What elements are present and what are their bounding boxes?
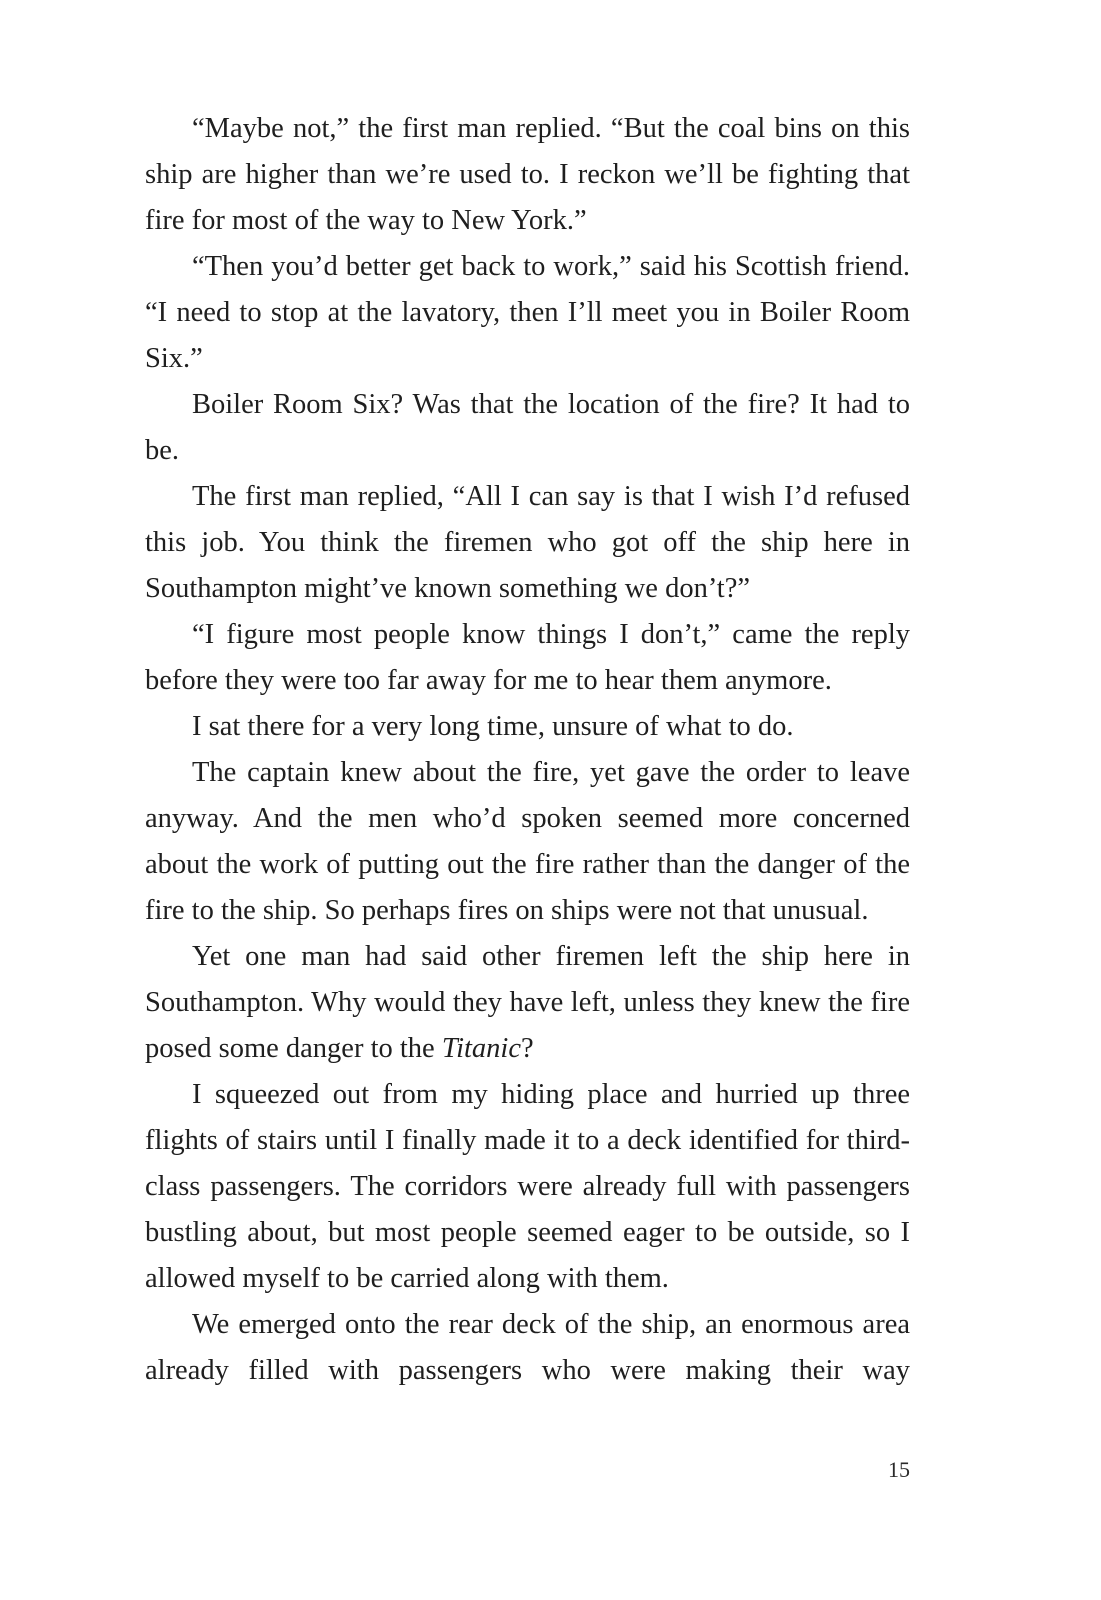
paragraph-8-text-before: Yet one man had said other firemen left the ship here in Southampton. Why would they have left, unless they knew the fire posed some danger to the (145, 941, 910, 1064)
paragraph-7: The captain knew about the fire, yet gave the order to leave anyway. And the men who’d spoken seemed more concerned about the work of putting out the fire rather than the danger of the fire to the ship. So perhaps fires on ships were not that unusual. (145, 757, 910, 926)
paragraph-10: We emerged onto the rear deck of the ship, an enormous area already filled with passengers who were making their way (145, 1309, 910, 1386)
paragraph-4: The first man replied, “All I can say is that I wish I’d refused this job. You think the firemen who got off the ship here in Southampton might’ve known something we don’t?” (145, 481, 910, 604)
paragraph-9: I squeezed out from my hiding place and hurried up three flights of stairs until I finally made it to a deck identified for third-class passengers. The corridors were already full with passengers bustling about, but most people seemed eager to be outside, so I allowed myself to be carried along with them. (145, 1079, 910, 1294)
paragraph-8 (145, 934, 910, 1072)
page-number: 15 (888, 1457, 910, 1482)
ship-name-italic: Titanic (441, 1033, 521, 1064)
paragraph-3: Boiler Room Six? Was that the location of the fire? It had to be. (145, 389, 910, 466)
paragraph-2: “Then you’d better get back to work,” said his Scottish friend. “I need to stop at the lavatory, then I’ll meet you in Boiler Room Six.” (145, 251, 910, 374)
paragraph-1: “Maybe not,” the first man replied. “But the coal bins on this ship are higher than we’re used to. I reckon we’ll be fighting that fire for most of the way to New York.” (145, 113, 910, 236)
paragraph-6: I sat there for a very long time, unsure of what to do. (192, 711, 794, 742)
paragraph-5: “I figure most people know things I don’t,” came the reply before they were too far away for me to hear them anymore. (145, 619, 910, 696)
paragraph-8-text-after: ? (521, 1033, 534, 1064)
body-text (145, 106, 910, 1394)
